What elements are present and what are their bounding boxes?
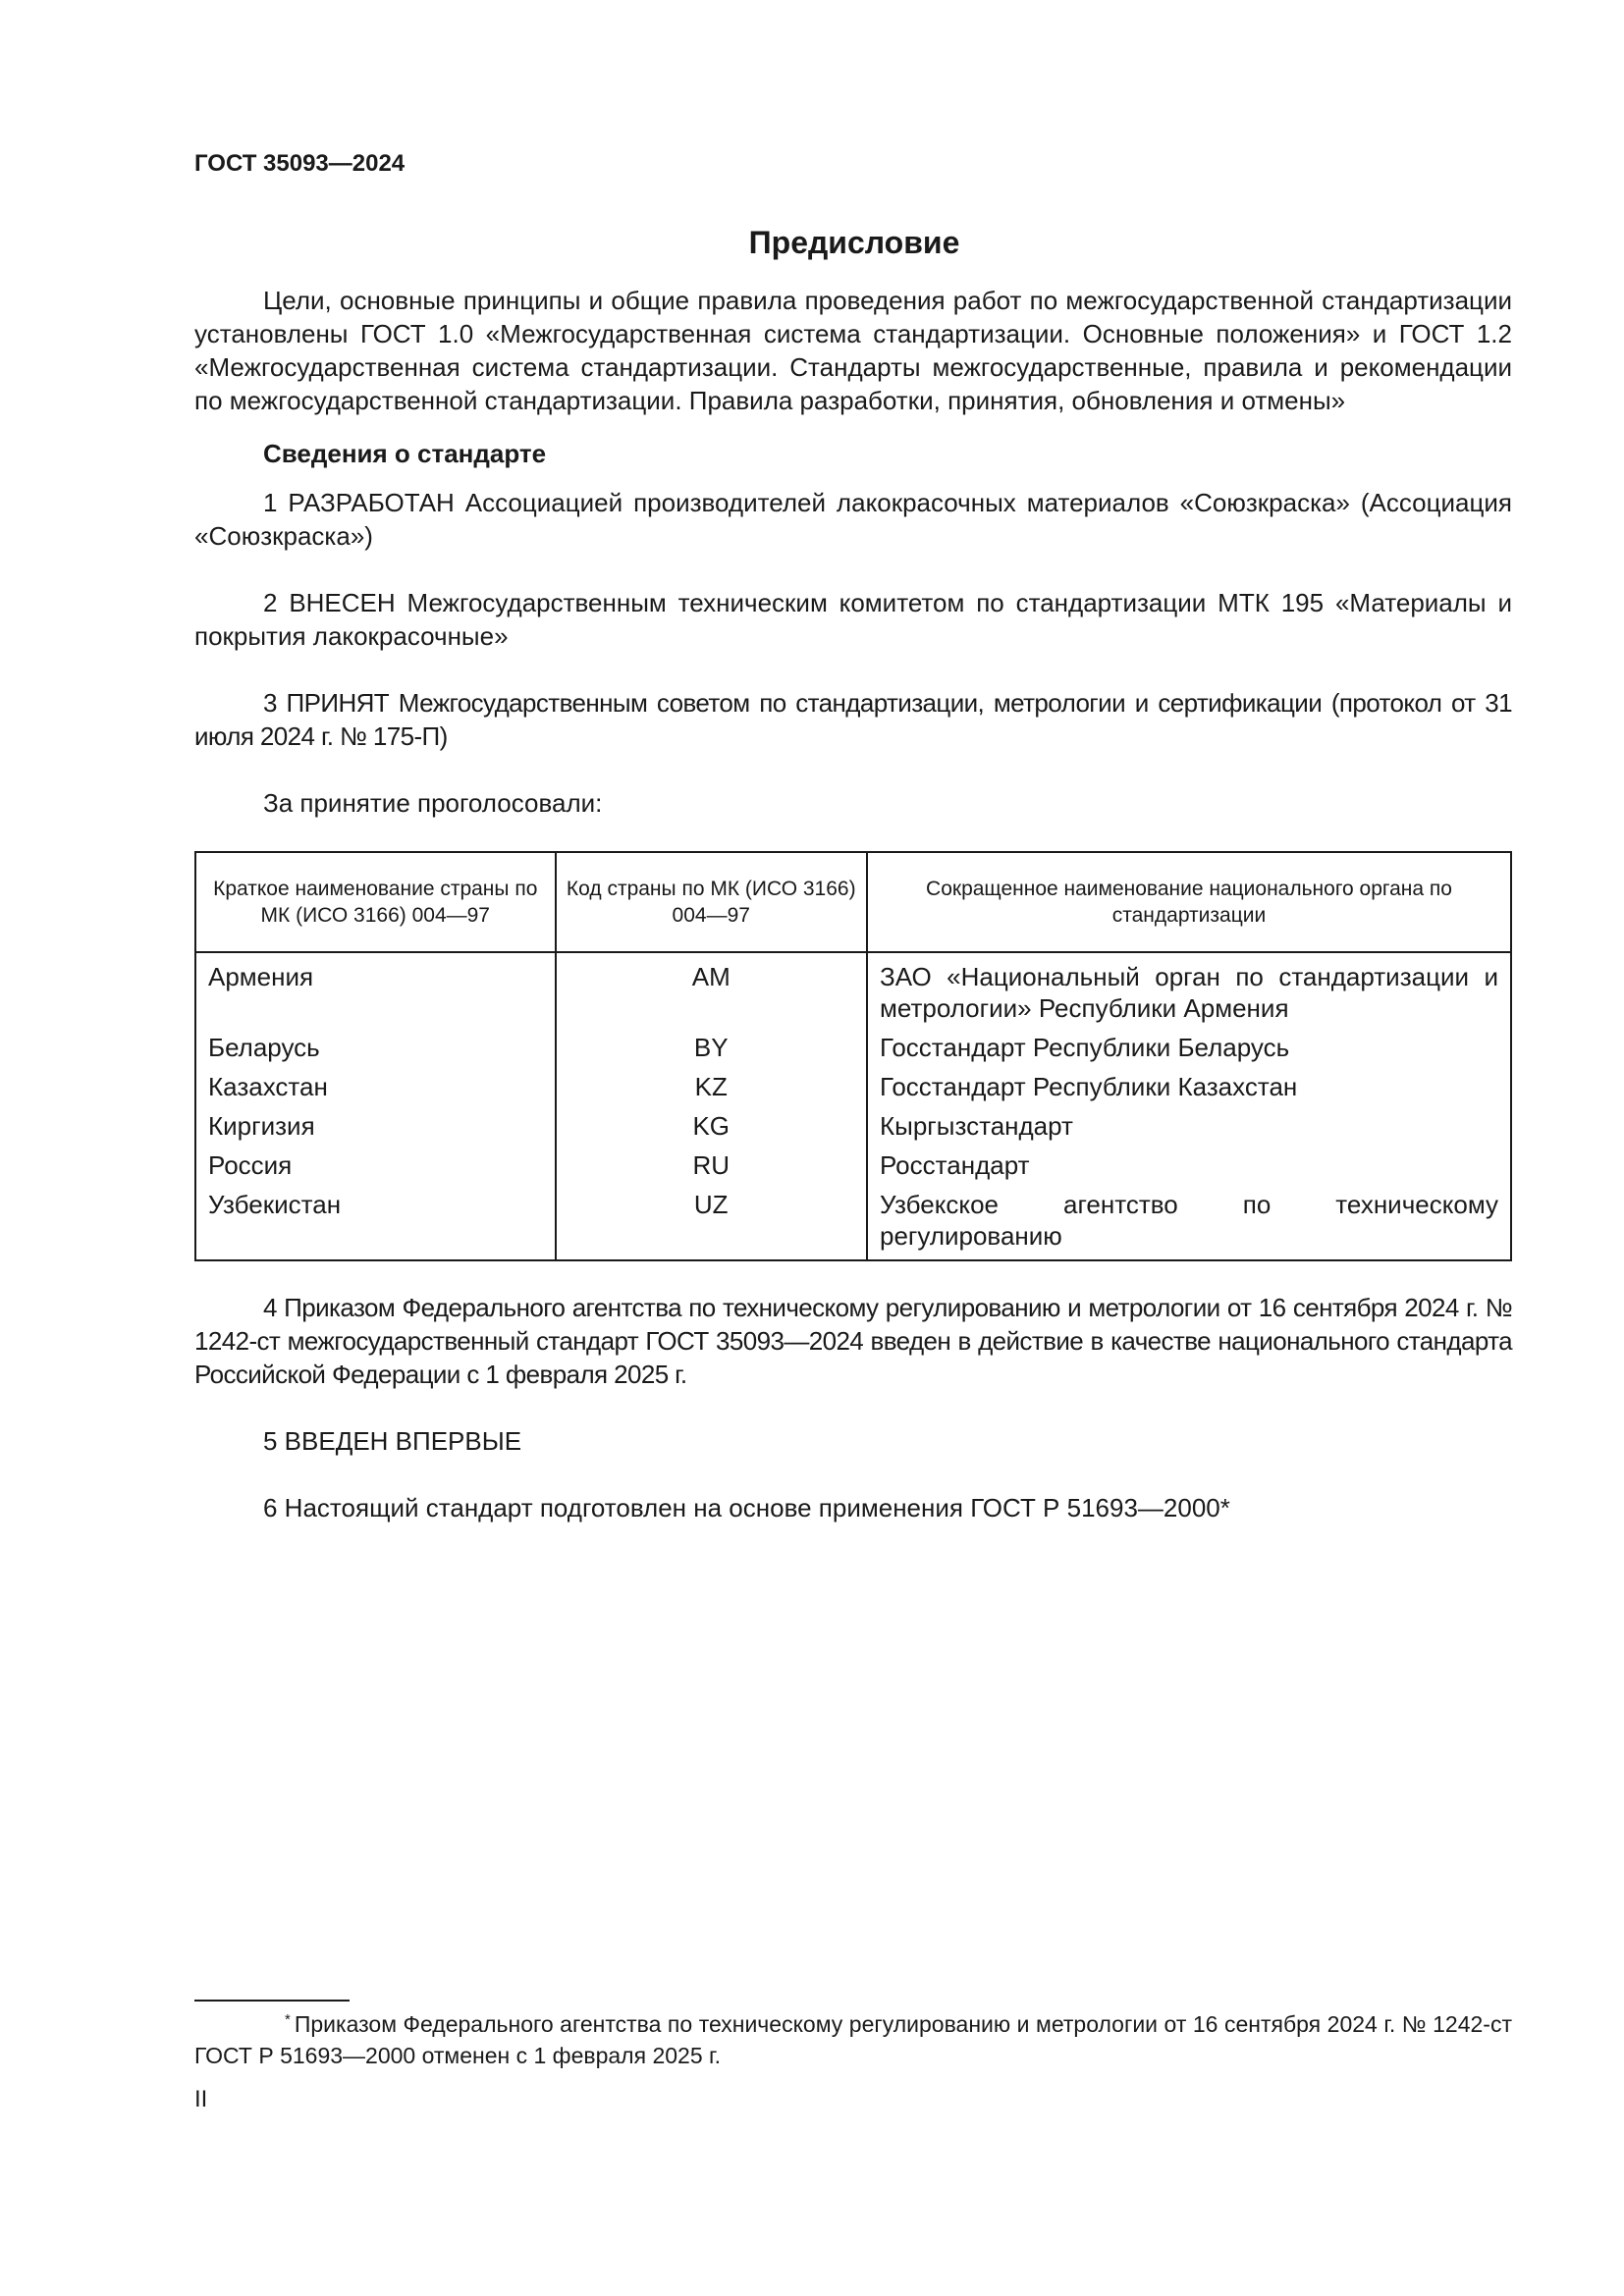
item-5-introduced-first: 5 ВВЕДЕН ВПЕРВЫЕ <box>263 1426 522 1456</box>
page-title: Предисловие <box>748 225 960 260</box>
item-3-adopted: 3 ПРИНЯТ Межгосударственным советом по стандартизации, метрологии и сертификации (протокол от 31 июля 2024 г. № 175-П) <box>194 688 1512 751</box>
section-title: Сведения о стандарте <box>263 439 547 468</box>
cell-code: UZ <box>556 1185 867 1260</box>
cell-code: RU <box>556 1146 867 1185</box>
table-row <box>195 1106 1511 1146</box>
cell-country: Узбекистан <box>195 1185 556 1260</box>
page-number: II <box>194 2086 208 2112</box>
cell-code: BY <box>556 1028 867 1067</box>
table-row <box>195 952 1511 1028</box>
table-row <box>195 1067 1511 1106</box>
item-4-order: 4 Приказом Федерального агентства по техническому регулированию и метрологии от 16 сентября 2024 г. № 1242-ст межгосударственный стандарт ГОСТ 35093—2024 введен в действие в качестве национального стандарта Российской Федерации с 1 февраля 2025 г. <box>194 1293 1512 1389</box>
item-6-based-on: 6 Настоящий стандарт подготовлен на основе применения ГОСТ Р 51693—2000* <box>263 1493 1230 1522</box>
document-code-header: ГОСТ 35093—2024 <box>194 150 406 177</box>
cell-country: Киргизия <box>195 1106 556 1146</box>
footnote-divider <box>194 2000 350 2002</box>
cell-country: Казахстан <box>195 1067 556 1106</box>
cell-country: Беларусь <box>195 1028 556 1067</box>
header-national-body: Сокращенное наименование национального органа по стандартизации <box>867 852 1511 952</box>
table-row <box>195 1028 1511 1067</box>
cell-country: Россия <box>195 1146 556 1185</box>
header-country-code: Код страны по МК (ИСО 3166) 004—97 <box>556 852 867 952</box>
cell-national-body: Росстандарт <box>867 1146 1511 1185</box>
table-row <box>195 1146 1511 1185</box>
cell-national-body: Кыргызстандарт <box>867 1106 1511 1146</box>
cell-national-body: Узбекское агентство по техническому регулированию <box>867 1185 1511 1260</box>
document-body <box>194 284 1512 1558</box>
cell-code: KG <box>556 1106 867 1146</box>
table-header-row <box>195 852 1511 952</box>
intro-paragraph: Цели, основные принципы и общие правила проведения работ по межгосударственной стандартизации установлены ГОСТ 1.0 «Межгосударственная система стандартизации. Основные положения» и ГОСТ 1.2 «Межгосударственная система стандартизации. Стандарты межгосударственные, правила и рекомендации по межгосударственной стандартизации. Правила разработки, принятия, обновления и отмены» <box>194 286 1512 415</box>
cell-code: AM <box>556 952 867 1028</box>
footnote <box>194 2008 1512 2071</box>
cell-national-body: Госстандарт Республики Казахстан <box>867 1067 1511 1106</box>
voting-countries-table <box>194 851 1512 1261</box>
voted-label: За принятие проголосовали: <box>263 788 603 818</box>
cell-country: Армения <box>195 952 556 1028</box>
item-2-submitted: 2 ВНЕСЕН Межгосударственным техническим комитетом по стандартизации МТК 195 «Материалы и покрытия лакокрасочные» <box>194 588 1512 651</box>
cell-code: KZ <box>556 1067 867 1106</box>
table-row <box>195 1185 1511 1260</box>
footnote-marker: * <box>285 2011 291 2028</box>
cell-national-body: Госстандарт Республики Беларусь <box>867 1028 1511 1067</box>
cell-national-body: ЗАО «Национальный орган по стандартизации и метрологии» Республики Армения <box>867 952 1511 1028</box>
footnote-text: Приказом Федерального агентства по техническому регулированию и метрологии от 16 сентября 2024 г. № 1242-ст ГОСТ Р 51693—2000 отменен с 1 февраля 2025 г. <box>194 2011 1512 2068</box>
header-country: Краткое наименование страны по МК (ИСО 3166) 004—97 <box>195 852 556 952</box>
item-1-developed: 1 РАЗРАБОТАН Ассоциацией производителей лакокрасочных материалов «Союзкраска» (Ассоциация «Союзкраска») <box>194 488 1512 551</box>
